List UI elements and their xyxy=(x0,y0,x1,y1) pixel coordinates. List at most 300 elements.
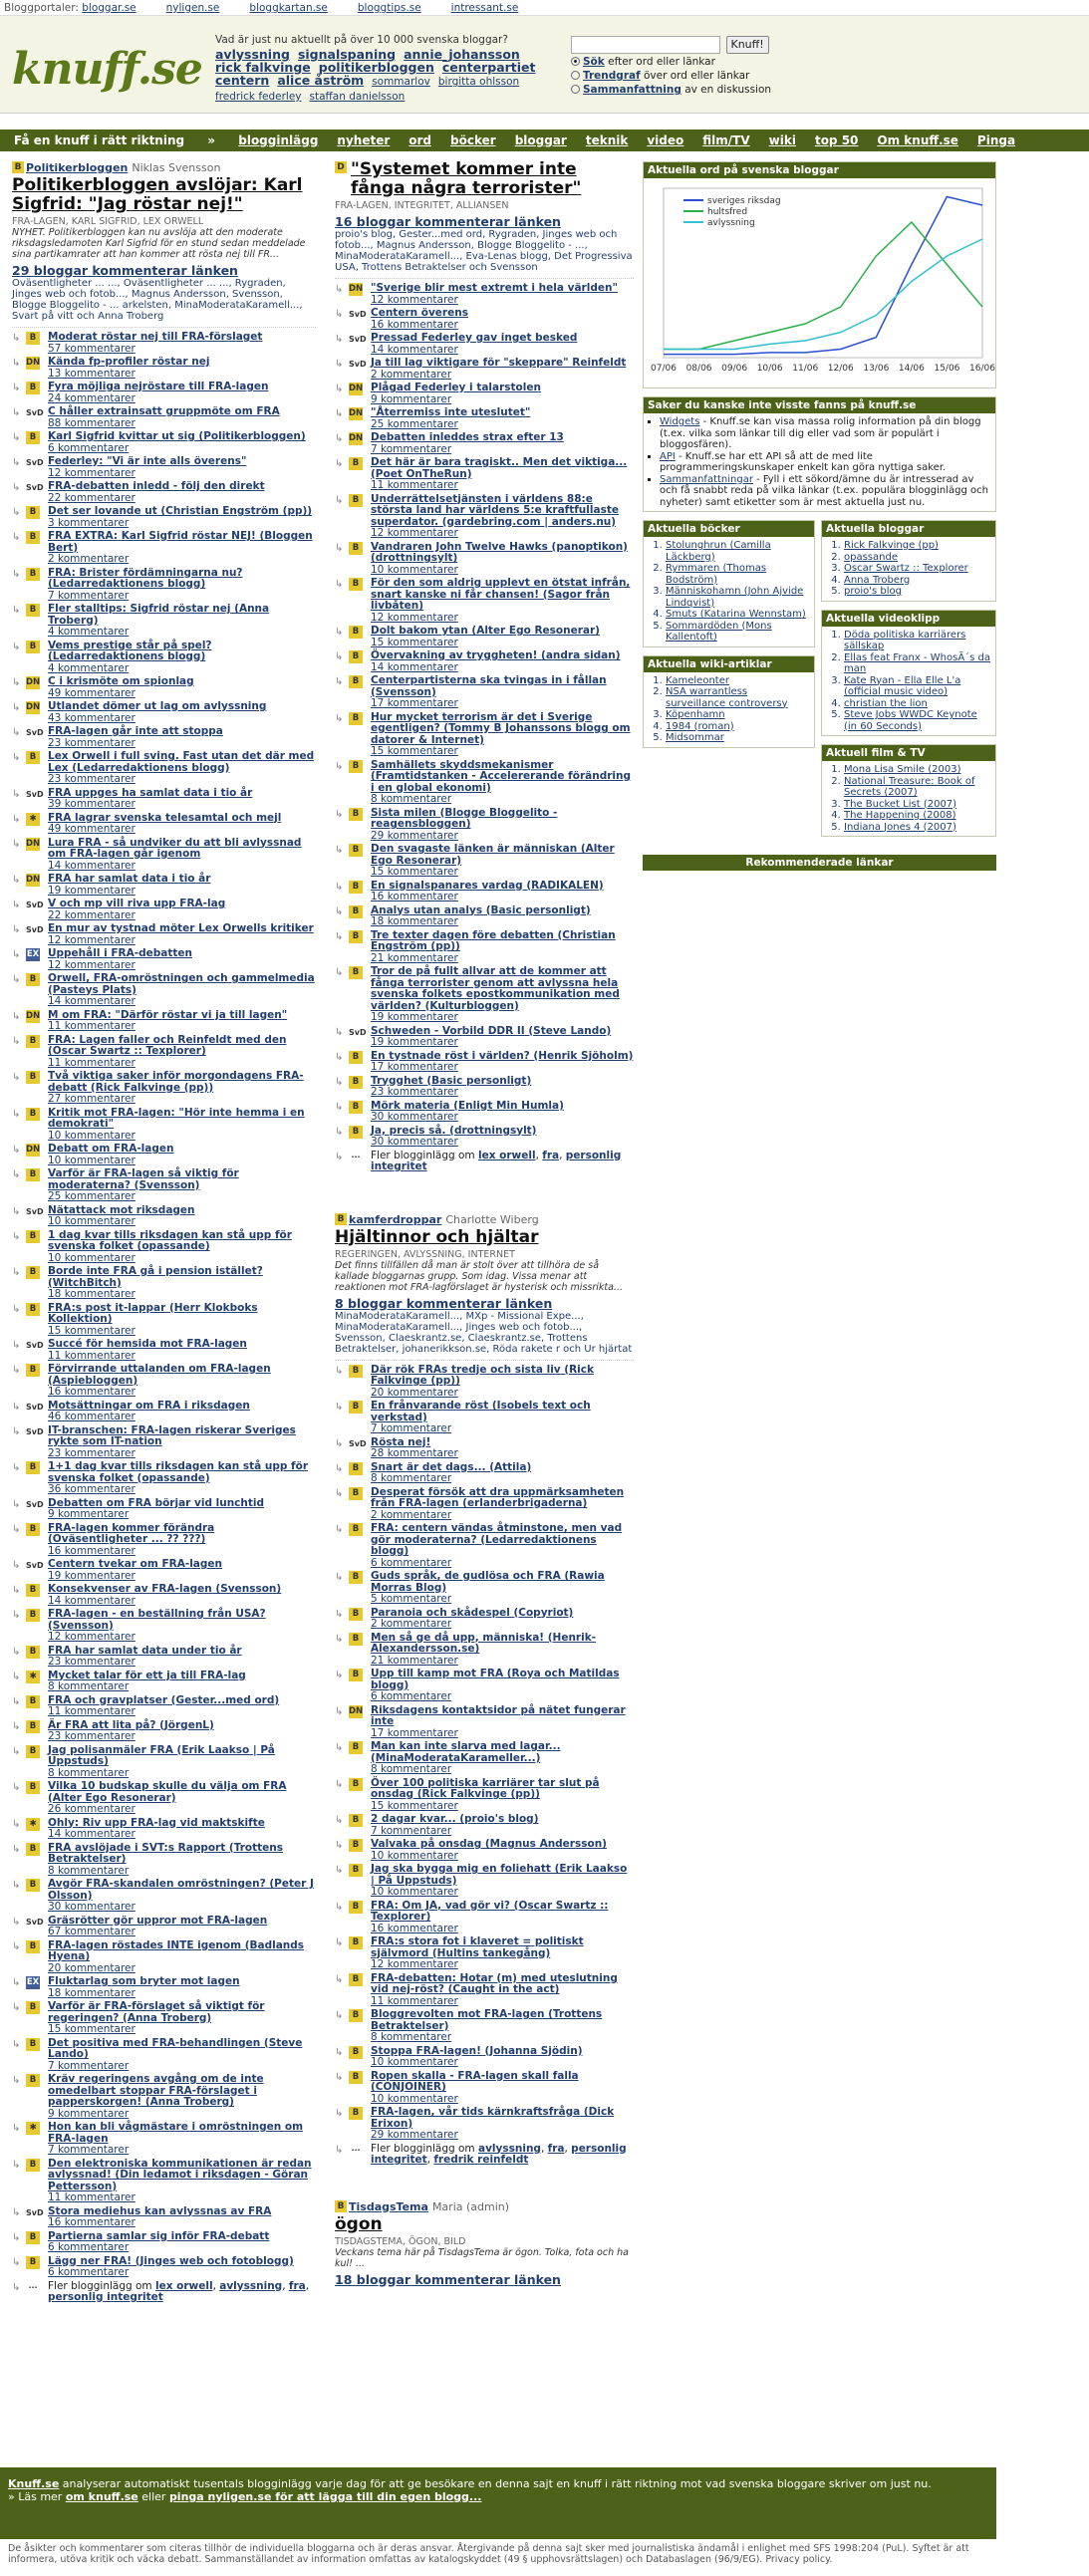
item-comments[interactable]: 6 kommentarer xyxy=(48,2266,130,2278)
item-title[interactable]: Debatt om FRA-lagen xyxy=(48,1143,174,1155)
item-title[interactable]: Centerpartisterna ska tvingas in i fållan (Svensson) xyxy=(371,674,607,698)
item-comments[interactable]: 19 kommentarer xyxy=(48,1569,136,1582)
post-blog-name[interactable]: TisdagsTema xyxy=(349,2199,428,2213)
topic-link[interactable]: alice åström xyxy=(277,73,365,88)
item-comments[interactable]: 3 kommentarer xyxy=(48,516,130,529)
item-comments[interactable]: 24 kommentarer xyxy=(48,391,136,404)
topic-link[interactable]: centern xyxy=(215,73,270,88)
item-comments[interactable]: 7 kommentarer xyxy=(371,442,452,455)
topic-link[interactable]: signalspaning xyxy=(297,47,397,62)
topic-link[interactable]: annie_johansson xyxy=(404,47,520,62)
recommended-links[interactable]: Rekommenderade länkar xyxy=(643,855,996,871)
item-title[interactable]: Gräsrötter gör uppror mot FRA-lagen xyxy=(48,1914,268,1927)
item-title[interactable]: Borde inte FRA gå i pension istället? (WitchBitch) xyxy=(48,1265,263,1289)
item-comments[interactable]: 4 kommentarer xyxy=(48,661,130,674)
item-title[interactable]: Där rök FRAs tredje och sista liv (Rick Falkvinge (pp)) xyxy=(371,1363,594,1387)
item-comments[interactable]: 12 kommentarer xyxy=(371,527,458,539)
item-title[interactable]: FRA uppges ha samlat data i tio år xyxy=(48,786,253,799)
item-title[interactable]: FRA-lagen röstades INTE igenom (Badlands Hyena) xyxy=(48,1938,305,1962)
search-option[interactable] xyxy=(571,70,770,82)
item-title[interactable]: Succé för hemsida mot FRA-lagen xyxy=(48,1338,247,1350)
item-comments[interactable]: 16 kommentarer xyxy=(48,1544,136,1557)
item-title[interactable]: Tror de på fullt allvar att de kommer att fånga terrorister genom att avlyssna hela svenska folkets epostkommunikation med världen? (Kulturbloggen) xyxy=(371,965,620,1012)
post-title[interactable]: Hjältinnor och hjältar xyxy=(335,1226,539,1247)
item-title[interactable]: "Sverige blir mest extremt i hela världen" xyxy=(371,282,618,294)
more-link[interactable]: fredrik reinfeldt xyxy=(433,2154,529,2166)
item-title[interactable]: Debatten inleddes strax efter 13 xyxy=(371,431,564,443)
item-title[interactable]: Debatten om FRA börjar vid lunchtid xyxy=(48,1496,265,1509)
item-title[interactable]: Konsekvenser av FRA-lagen (Svensson) xyxy=(48,1583,282,1595)
search-option-label[interactable]: Sök xyxy=(583,56,605,68)
more-link[interactable]: lex orwell xyxy=(155,2279,213,2292)
blogs-item[interactable]: 1. Rick Falkvinge (pp) xyxy=(844,540,991,552)
more-link[interactable]: personlig integritet xyxy=(48,2291,163,2303)
item-title[interactable]: Centern överens xyxy=(371,307,468,319)
item-comments[interactable]: 8 kommentarer xyxy=(371,1763,452,1775)
video-item[interactable]: 3. Kate Ryan - Ella Elle L'a (official music video) xyxy=(844,675,991,698)
item-title[interactable]: Underrättelsetjänsten i världens 88:e största land har världens 5:e kraftfullaste superdator. (gardebring.com | anders.nu) xyxy=(371,492,619,528)
nav-item[interactable]: ord xyxy=(408,133,432,147)
item-comments[interactable]: 19 kommentarer xyxy=(48,884,136,897)
item-comments[interactable]: 6 kommentarer xyxy=(48,2241,130,2253)
info-link[interactable]: Sammanfattningar xyxy=(660,473,753,485)
blogs-item[interactable]: 4. Anna Troberg xyxy=(844,575,991,587)
wiki-item[interactable]: 1. Kameleonter xyxy=(666,675,810,687)
item-comments[interactable]: 14 kommentarer xyxy=(48,1594,136,1607)
item-title[interactable]: Jag ska bygga mig en foliehatt (Erik Laakso | På Uppstuds) xyxy=(371,1863,628,1887)
item-title[interactable]: En frånvarande röst (Isobels text och verkstad) xyxy=(371,1400,591,1423)
item-comments[interactable]: 19 kommentarer xyxy=(371,1011,458,1023)
item-title[interactable]: Lura FRA - så undviker du att bli avlyssnad om FRA-lagen går igenom xyxy=(48,836,302,860)
item-title[interactable]: Stoppa FRA-lagen! (Johanna Sjödin) xyxy=(371,2044,583,2057)
item-title[interactable]: Hur mycket terrorism är det i Sverige egentligen? (Tommy B Johanssons blogg om datorer & Internet) xyxy=(371,710,631,746)
item-comments[interactable]: 27 kommentarer xyxy=(48,1093,136,1105)
more-link[interactable]: avlyssning xyxy=(219,2279,283,2292)
item-comments[interactable]: 39 kommentarer xyxy=(48,798,136,810)
portal-link[interactable]: intressant.se xyxy=(450,2,519,14)
item-comments[interactable]: 21 kommentarer xyxy=(371,1654,458,1667)
item-title[interactable]: FRA-lagen kommer förändra (Oväsentligheter ... ?? ???) xyxy=(48,1521,215,1545)
blogs-item[interactable]: 3. Oscar Swartz :: Texplorer xyxy=(844,563,991,575)
item-title[interactable]: FRA: Lagen faller och Reinfeldt med den (Oscar Swartz :: Texplorer) xyxy=(48,1033,287,1057)
item-comments[interactable]: 15 kommentarer xyxy=(48,2023,136,2035)
item-title[interactable]: Ohly: Riv upp FRA-lag vid maktskifte xyxy=(48,1816,265,1829)
item-comments[interactable]: 23 kommentarer xyxy=(48,1446,136,1459)
nav-item[interactable]: bloggar xyxy=(514,133,567,147)
item-title[interactable]: 1+1 dag kvar tills riksdagen kan stå upp för svenska folket (opassande) xyxy=(48,1460,309,1484)
item-comments[interactable]: 14 kommentarer xyxy=(371,660,458,673)
item-comments[interactable]: 28 kommentarer xyxy=(371,1447,458,1459)
item-title[interactable]: FRA lagrar svenska telesamtal och mejl xyxy=(48,811,282,824)
item-title[interactable]: Kräv regeringens avgång om de inte omedelbart stoppar FRA-förslaget i papperskorgen! (Anna Troberg) xyxy=(48,2073,264,2108)
item-comments[interactable]: 12 kommentarer xyxy=(48,466,136,479)
item-comments[interactable]: 8 kommentarer xyxy=(48,1766,130,1779)
item-comments[interactable]: 15 kommentarer xyxy=(48,1324,136,1337)
item-comments[interactable]: 23 kommentarer xyxy=(371,1086,458,1098)
item-title[interactable]: 2 dagar kvar... (proio's blog) xyxy=(371,1813,539,1825)
item-title[interactable]: Centern tvekar om FRA-lagen xyxy=(48,1558,222,1570)
item-comments[interactable]: 14 kommentarer xyxy=(48,859,136,872)
item-title[interactable]: Är FRA att lita på? (JörgenL) xyxy=(48,1718,214,1731)
item-title[interactable]: Vems prestige står på spel? (Ledarredaktionens blogg) xyxy=(48,639,212,662)
info-link[interactable]: Widgets xyxy=(660,416,700,427)
blogs-item[interactable]: 5. proio's blog xyxy=(844,586,991,598)
item-title[interactable]: Snart är det dags... (Attila) xyxy=(371,1460,532,1473)
item-title[interactable]: Jag polisanmäler FRA (Erik Laakso | På Uppstuds) xyxy=(48,1743,275,1767)
search-option-label[interactable]: Sammanfattning xyxy=(583,84,681,96)
search-input[interactable] xyxy=(571,36,720,54)
item-comments[interactable]: 46 kommentarer xyxy=(48,1411,136,1422)
item-title[interactable]: Schweden - Vorbild DDR II (Steve Lando) xyxy=(371,1024,612,1037)
item-comments[interactable]: 16 kommentarer xyxy=(48,1386,136,1398)
item-comments[interactable]: 14 kommentarer xyxy=(48,995,136,1007)
item-title[interactable]: Desperat försök att dra uppmärksamheten från FRA-lagen (erlanderbrigaderna) xyxy=(371,1485,625,1509)
more-link[interactable]: personlig integritet xyxy=(371,2142,627,2166)
logo[interactable]: knuff.se xyxy=(12,44,202,95)
item-comments[interactable]: 25 kommentarer xyxy=(48,1190,136,1202)
item-title[interactable]: C håller extrainsatt gruppmöte om FRA xyxy=(48,405,280,417)
item-title[interactable]: Fluktarlag som bryter mot lagen xyxy=(48,1975,240,1987)
item-title[interactable]: Paranoia och skådespel (Copyriot) xyxy=(371,1606,574,1619)
item-comments[interactable]: 6 kommentarer xyxy=(371,1556,452,1569)
item-title[interactable]: Guds språk, de gudlösa och FRA (Rawia Morras Blog) xyxy=(371,1570,605,1594)
item-title[interactable]: Mycket talar för ett ja till FRA-lag xyxy=(48,1669,246,1681)
search-option[interactable] xyxy=(571,84,770,96)
item-title[interactable]: Ja, precis så. (drottningsylt) xyxy=(371,1124,537,1137)
item-comments[interactable]: 43 kommentarer xyxy=(48,711,136,724)
video-item[interactable]: 2. Ellas feat Franx - WhosÃ´s da man xyxy=(844,652,991,675)
item-title[interactable]: Ja till lag viktigare för "skeppare" Reinfeldt xyxy=(371,357,627,369)
item-comments[interactable]: 12 kommentarer xyxy=(371,1958,458,1970)
item-title[interactable]: Sista milen (Blogge Bloggelito - reagensbloggen) xyxy=(371,806,558,830)
portal-link[interactable]: nyligen.se xyxy=(165,2,220,14)
item-comments[interactable]: 14 kommentarer xyxy=(48,1828,136,1840)
item-comments[interactable]: 17 kommentarer xyxy=(371,1061,458,1073)
item-comments[interactable]: 10 kommentarer xyxy=(48,1215,136,1227)
wiki-item[interactable]: 5. Midsommar xyxy=(666,732,810,744)
item-title[interactable]: Fyra möjliga nejröstare till FRA-lagen xyxy=(48,381,269,392)
item-comments[interactable]: 2 kommentarer xyxy=(371,1618,452,1630)
item-comments[interactable]: 11 kommentarer xyxy=(371,479,458,491)
item-title[interactable]: Men så ge då upp, människa! (Henrik-Alexandersson.se) xyxy=(371,1631,597,1655)
item-title[interactable]: Vilka 10 budskap skulle du välja om FRA (Alter Ego Resonerar) xyxy=(48,1780,287,1804)
item-comments[interactable]: 30 kommentarer xyxy=(371,1136,458,1148)
nav-item[interactable]: blogginlägg xyxy=(238,133,319,147)
item-title[interactable]: FRA har samlat data under tio år xyxy=(48,1644,242,1657)
post-title[interactable]: ögon xyxy=(335,2213,383,2234)
item-title[interactable]: FRA:s post it-lappar (Herr Klokboks Kollektion) xyxy=(48,1301,258,1325)
item-title[interactable]: Hon kan bli vågmästare i omröstningen om FRA-lagen xyxy=(48,2121,304,2145)
item-title[interactable]: Mörk materia (Enligt Min Humla) xyxy=(371,1099,564,1112)
item-title[interactable]: Bloggrevolten mot FRA-lagen (Trottens Betraktelser) xyxy=(371,2008,603,2032)
item-title[interactable]: Orwell, FRA-omröstningen och gammelmedia (Pasteys Plats) xyxy=(48,972,315,996)
item-comments[interactable]: 30 kommentarer xyxy=(48,1901,136,1913)
post-linking-blogs[interactable]: proio's blog, Gester...med ord, Rygraden, Jinges web och fotob..., Magnus Andersson, Blogge Bloggelito - ..., MinaModerataKaramell..., Eva-Lenas blogg, Det Progressiva USA, Trottens Betraktelser och Svensson xyxy=(335,229,634,279)
item-comments[interactable]: 12 kommentarer xyxy=(48,1631,136,1643)
item-comments[interactable]: 15 kommentarer xyxy=(371,1799,458,1812)
item-title[interactable]: Stora mediehus kan avlyssnas av FRA xyxy=(48,2204,272,2217)
item-comments[interactable]: 15 kommentarer xyxy=(371,745,458,757)
item-title[interactable]: Två viktiga saker inför morgondagens FRA-debatt (Rick Falkvinge (pp)) xyxy=(48,1070,304,1094)
post-comment-count[interactable]: 29 bloggar kommenterar länken xyxy=(12,263,238,278)
item-title[interactable]: Vandraren John Twelve Hawks (panoptikon) (drottningsylt) xyxy=(371,540,628,564)
item-comments[interactable]: 13 kommentarer xyxy=(48,367,136,380)
nav-item[interactable]: böcker xyxy=(450,133,496,147)
topic-link[interactable]: centerpartiet xyxy=(441,60,536,75)
item-comments[interactable]: 18 kommentarer xyxy=(48,1986,136,1999)
topic-link[interactable]: politikerbloggen xyxy=(318,60,434,75)
search-option[interactable] xyxy=(571,56,770,68)
item-comments[interactable]: 8 kommentarer xyxy=(48,1680,130,1692)
topic-link[interactable]: fredrick federley xyxy=(215,91,302,103)
item-comments[interactable]: 14 kommentarer xyxy=(371,343,458,356)
item-comments[interactable]: 10 kommentarer xyxy=(371,2092,458,2105)
item-title[interactable]: Utlandet dömer ut lag om avlyssning xyxy=(48,700,267,712)
item-title[interactable]: Avgör FRA-skandalen omröstningen? (Peter J Olsson) xyxy=(48,1878,314,1902)
item-title[interactable]: Varför är FRA-förslaget så viktigt för regeringen? (Anna Troberg) xyxy=(48,2000,265,2024)
item-comments[interactable]: 26 kommentarer xyxy=(48,1803,136,1815)
nav-item[interactable]: Pinga xyxy=(976,133,1016,147)
item-title[interactable]: Den elektroniska kommunikationen är redan avlyssnad! (Din ledamot i riksdagen - Göran Pettersson) xyxy=(48,2157,312,2192)
books-item[interactable]: 1. Stolunghrun (Camilla Läckberg) xyxy=(666,540,810,563)
item-comments[interactable]: 7 kommentarer xyxy=(48,2144,130,2156)
item-comments[interactable]: 7 kommentarer xyxy=(48,589,130,602)
nav-item[interactable]: top 50 xyxy=(814,133,859,147)
item-title[interactable]: Kritik mot FRA-lagen: "Hör inte hemma i en demokrati" xyxy=(48,1106,305,1130)
item-title[interactable]: FRA avslöjade i SVT:s Rapport (Trottens Betraktelser) xyxy=(48,1841,283,1865)
nav-item[interactable]: wiki xyxy=(768,133,796,147)
post-title[interactable]: Politikerbloggen avslöjar: Karl Sigfrid: "Jag röstar nej!" xyxy=(12,175,303,214)
item-comments[interactable]: 11 kommentarer xyxy=(48,1349,136,1362)
nav-item[interactable]: video xyxy=(647,133,684,147)
item-title[interactable]: En mur av tystnad möter Lex Orwells kritiker xyxy=(48,922,314,934)
item-title[interactable]: FRA-lagen går inte att stoppa xyxy=(48,725,223,737)
item-comments[interactable]: 20 kommentarer xyxy=(371,1386,458,1399)
item-title[interactable]: Samhällets skyddsmekanismer (Framtidstanken - Accelererande förändring i en global ekonomi) xyxy=(371,758,631,794)
item-title[interactable]: FRA-lagen - en beställning från USA? (Svensson) xyxy=(48,1608,266,1632)
item-title[interactable]: Uppehåll i FRA-debatten xyxy=(48,947,192,959)
item-comments[interactable]: 2 kommentarer xyxy=(371,1508,452,1521)
books-item[interactable]: 2. Rymmaren (Thomas Bodström) xyxy=(666,563,810,586)
item-comments[interactable]: 22 kommentarer xyxy=(48,908,136,921)
item-title[interactable]: V och mp vill riva upp FRA-lag xyxy=(48,898,226,909)
item-title[interactable]: Analys utan analys (Basic personligt) xyxy=(371,903,591,916)
item-comments[interactable]: 10 kommentarer xyxy=(371,1886,458,1898)
item-comments[interactable]: 30 kommentarer xyxy=(371,1111,458,1123)
item-title[interactable]: Partierna samlar sig inför FRA-debatt xyxy=(48,2229,270,2242)
item-comments[interactable]: 10 kommentarer xyxy=(48,1251,136,1264)
post-linking-blogs[interactable]: Oväsentligheter ... ..., Oväsentligheter ... ..., Rygraden, Jinges web och fotob..., Magnus Andersson, Svensson, Blogge Bloggelito - ... arkelsten, MinaModerataKaramell..., Svart på vitt och Anna Troberg xyxy=(12,278,316,328)
item-comments[interactable]: 16 kommentarer xyxy=(48,2216,136,2228)
item-comments[interactable]: 8 kommentarer xyxy=(48,1864,130,1877)
item-comments[interactable]: 10 kommentarer xyxy=(371,1849,458,1862)
item-comments[interactable]: 12 kommentarer xyxy=(371,293,458,306)
item-comments[interactable]: 15 kommentarer xyxy=(371,866,458,878)
wiki-item[interactable]: 3. Köpenhamn xyxy=(666,709,810,721)
item-title[interactable]: FRA:s stora fot i klaveret = politiskt självmord (Hultins tankegång) xyxy=(371,1935,584,1959)
item-comments[interactable]: 11 kommentarer xyxy=(371,1994,458,2007)
item-comments[interactable]: 2 kommentarer xyxy=(48,553,130,565)
portal-link[interactable]: bloggkartan.se xyxy=(249,2,328,14)
post-title[interactable]: "Systemet kommer inte fånga några terrorister" xyxy=(351,159,582,198)
item-title[interactable]: Upp till kamp mot FRA (Roya och Matildas blogg) xyxy=(371,1668,620,1691)
item-title[interactable]: Rösta nej! xyxy=(371,1435,431,1448)
radio-button[interactable] xyxy=(571,71,580,80)
item-title[interactable]: C i krismöte om spionlag xyxy=(48,675,194,687)
item-comments[interactable]: 11 kommentarer xyxy=(48,1056,136,1069)
item-comments[interactable]: 8 kommentarer xyxy=(371,793,452,805)
item-comments[interactable]: 17 kommentarer xyxy=(371,697,458,709)
post-blog-name[interactable]: kamferdroppar xyxy=(349,1212,442,1226)
item-comments[interactable]: 9 kommentarer xyxy=(48,2107,130,2120)
item-title[interactable]: Ropen skalla - FRA-lagen skall falla (CONJOINER) xyxy=(371,2069,579,2093)
item-title[interactable]: Förvirrande uttalanden om FRA-lagen (Aspiebloggen) xyxy=(48,1363,271,1387)
trend-chart[interactable] xyxy=(644,178,995,387)
item-comments[interactable]: 12 kommentarer xyxy=(48,958,136,971)
item-comments[interactable]: 22 kommentarer xyxy=(48,491,136,504)
more-link[interactable]: lex orwell xyxy=(478,1149,536,1161)
blogs-item[interactable]: 2. opassande xyxy=(844,552,991,564)
item-comments[interactable]: 18 kommentarer xyxy=(371,915,458,927)
video-item[interactable]: 5. Steve Jobs WWDC Keynote (in 60 Seconds) xyxy=(844,709,991,732)
item-title[interactable]: Motsättningar om FRA i riksdagen xyxy=(48,1399,250,1412)
item-comments[interactable]: 19 kommentarer xyxy=(371,1036,458,1048)
item-title[interactable]: Det ser lovande ut (Christian Engström (pp)) xyxy=(48,505,313,517)
nav-item[interactable]: film/TV xyxy=(702,133,750,147)
item-title[interactable]: Övervakning av tryggheten! (andra sidan) xyxy=(371,649,621,661)
item-title[interactable]: Över 100 politiska karriärer tar slut på onsdag (Rick Falkvinge (pp)) xyxy=(371,1776,600,1800)
item-comments[interactable]: 5 kommentarer xyxy=(371,1593,452,1605)
item-title[interactable]: Kända fp-profiler röstar nej xyxy=(48,356,210,368)
nav-item[interactable]: nyheter xyxy=(337,133,391,147)
item-comments[interactable]: 8 kommentarer xyxy=(371,2031,452,2043)
nav-item[interactable]: teknik xyxy=(585,133,629,147)
item-comments[interactable]: 9 kommentarer xyxy=(371,392,452,405)
topic-link[interactable]: sommarlov xyxy=(372,76,430,88)
item-comments[interactable]: 25 kommentarer xyxy=(371,417,458,430)
item-title[interactable]: Det positiva med FRA-behandlingen (Steve Lando) xyxy=(48,2036,303,2060)
item-comments[interactable]: 20 kommentarer xyxy=(48,1961,136,1974)
books-item[interactable]: 4. Smuts (Katarina Wennstam) xyxy=(666,609,810,621)
item-title[interactable]: IT-branschen: FRA-lagen riskerar Sveriges rykte som IT-nation xyxy=(48,1423,296,1447)
item-title[interactable]: Varför är FRA-lagen så viktig för moderaterna? (Svensson) xyxy=(48,1167,239,1191)
item-comments[interactable]: 7 kommentarer xyxy=(48,2059,130,2072)
books-item[interactable]: 5. Sommardöden (Mons Kallentoft) xyxy=(666,621,810,644)
film-item[interactable]: 1. Mona Lisa Smile (2003) xyxy=(844,764,991,776)
nav-item[interactable]: Om knuff.se xyxy=(877,133,958,147)
item-title[interactable]: Pressad Federley gav inget besked xyxy=(371,332,578,344)
item-comments[interactable]: 88 kommentarer xyxy=(48,416,136,429)
item-title[interactable]: Det här är bara tragiskt.. Men det viktiga... (Poet OnTheRun) xyxy=(371,456,628,480)
topic-link[interactable]: birgitta ohlsson xyxy=(437,76,520,88)
item-comments[interactable]: 8 kommentarer xyxy=(371,1472,452,1484)
more-link[interactable]: personlig integritet xyxy=(371,1149,622,1172)
item-comments[interactable]: 15 kommentarer xyxy=(371,636,458,648)
item-title[interactable]: En signalspanares vardag (RADIKALEN) xyxy=(371,879,604,892)
item-title[interactable]: FRA: Om JA, vad gör vi? (Oscar Swartz :: Texplorer) xyxy=(371,1899,609,1923)
item-title[interactable]: Plågad Federley i talarstolen xyxy=(371,382,541,393)
item-title[interactable]: FRA: centern vändas åtminstone, men vad gör moderaterna? (Ledarredaktionens blogg) xyxy=(371,1522,623,1557)
film-item[interactable]: 2. National Treasure: Book of Secrets (2007) xyxy=(844,776,991,799)
post-blog-name[interactable]: Politikerbloggen xyxy=(26,161,129,174)
item-comments[interactable]: 49 kommentarer xyxy=(48,686,136,699)
radio-button[interactable] xyxy=(571,85,580,94)
item-comments[interactable]: 10 kommentarer xyxy=(371,2056,458,2068)
item-title[interactable]: M om FRA: "Därför röstar vi ja till lagen" xyxy=(48,1008,288,1021)
item-title[interactable]: Lägg ner FRA! (Jinges web och fotoblogg) xyxy=(48,2254,294,2267)
item-comments[interactable]: 6 kommentarer xyxy=(48,441,130,454)
wiki-item[interactable]: 4. 1984 (roman) xyxy=(666,721,810,733)
item-comments[interactable]: 7 kommentarer xyxy=(371,1824,452,1837)
item-title[interactable]: Nätattack mot riksdagen xyxy=(48,1203,195,1216)
item-title[interactable]: FRA: Brister fördämningarna nu? (Ledarredaktionens blogg) xyxy=(48,566,243,590)
video-item[interactable]: 1. Döda politiska karriärers sällskap xyxy=(844,630,991,652)
post-comment-count[interactable]: 16 bloggar kommenterar länken xyxy=(335,214,561,229)
wiki-item[interactable]: 2. NSA warrantless surveillance controversy xyxy=(666,686,810,709)
item-comments[interactable]: 11 kommentarer xyxy=(48,1020,136,1032)
item-title[interactable]: FRA och gravplatser (Gester...med ord) xyxy=(48,1693,280,1706)
item-comments[interactable]: 12 kommentarer xyxy=(371,611,458,624)
item-title[interactable]: En tystnade röst i världen? (Henrik Sjöholm) xyxy=(371,1049,634,1062)
search-option-label[interactable]: Trendgraf xyxy=(583,70,641,82)
item-title[interactable]: Riksdagens kontaktsidor på nätet fungerar inte xyxy=(371,1703,626,1727)
item-comments[interactable]: 11 kommentarer xyxy=(48,1705,136,1717)
item-title[interactable]: FRA-lagen, vår tids kärnkraftsfråga (Dick Erixon) xyxy=(371,2106,615,2130)
item-title[interactable]: Federley: "Vi är inte alls överens" xyxy=(48,455,247,467)
item-comments[interactable]: 9 kommentarer xyxy=(48,1508,130,1520)
item-title[interactable]: Trygghet (Basic personligt) xyxy=(371,1074,532,1087)
item-comments[interactable]: 18 kommentarer xyxy=(48,1288,136,1300)
item-title[interactable]: Tre texter dagen före debatten (Christian Engström (pp)) xyxy=(371,928,616,952)
item-comments[interactable]: 23 kommentarer xyxy=(48,1730,136,1742)
video-item[interactable]: 4. christian the lion xyxy=(844,698,991,710)
item-title[interactable]: FRA har samlat data i tio år xyxy=(48,873,211,885)
item-title[interactable]: Dolt bakom ytan (Alter Ego Resonerar) xyxy=(371,625,600,637)
item-comments[interactable]: 10 kommentarer xyxy=(371,563,458,576)
item-title[interactable]: "Återremiss inte uteslutet" xyxy=(371,406,531,418)
info-link[interactable]: API xyxy=(660,450,676,462)
item-comments[interactable]: 16 kommentarer xyxy=(371,318,458,331)
item-comments[interactable]: 23 kommentarer xyxy=(48,1656,136,1668)
item-title[interactable]: FRA EXTRA: Karl Sigfrid röstar NEJ! (Bloggen Bert) xyxy=(48,530,313,554)
topic-link[interactable]: staffan danielsson xyxy=(309,91,406,103)
item-comments[interactable]: 23 kommentarer xyxy=(48,773,136,785)
item-title[interactable]: Moderat röstar nej till FRA-förslaget xyxy=(48,331,263,343)
item-comments[interactable]: 6 kommentarer xyxy=(371,1690,452,1702)
topic-link[interactable]: avlyssning xyxy=(215,47,290,62)
item-comments[interactable]: 2 kommentarer xyxy=(371,368,452,381)
item-comments[interactable]: 57 kommentarer xyxy=(48,342,136,355)
post-comment-count[interactable]: 18 bloggar kommenterar länken xyxy=(335,2271,561,2287)
item-title[interactable]: Karl Sigfrid kvittar ut sig (Politikerbloggen) xyxy=(48,430,306,442)
item-comments[interactable]: 4 kommentarer xyxy=(48,626,130,638)
item-title[interactable]: FRA-debatten inledd - följ den direkt xyxy=(48,480,265,492)
item-title[interactable]: För den som aldrig upplevt en ötstat infrån, snart kanske ni får chansen! (Sagor från livbåten) xyxy=(371,577,631,612)
item-comments[interactable]: 23 kommentarer xyxy=(48,736,136,749)
item-comments[interactable]: 11 kommentarer xyxy=(48,2191,136,2203)
item-comments[interactable]: 12 kommentarer xyxy=(48,933,136,946)
film-item[interactable]: 3. The Bucket List (2007) xyxy=(844,799,991,811)
item-comments[interactable]: 10 kommentarer xyxy=(48,1154,136,1166)
item-title[interactable]: Man kan inte slarva med lagar... (MinaModerataKarameller...) xyxy=(371,1740,561,1764)
more-link[interactable]: avlyssning xyxy=(478,2142,541,2155)
post-comment-count[interactable]: 8 bloggar kommenterar länken xyxy=(335,1295,553,1311)
film-item[interactable]: 5. Indiana Jones 4 (2007) xyxy=(844,822,991,834)
portal-link[interactable]: bloggar.se xyxy=(82,2,136,14)
item-comments[interactable]: 16 kommentarer xyxy=(371,891,458,902)
more-link[interactable]: fra xyxy=(542,1149,560,1161)
search-button[interactable]: Knuff! xyxy=(726,36,769,54)
